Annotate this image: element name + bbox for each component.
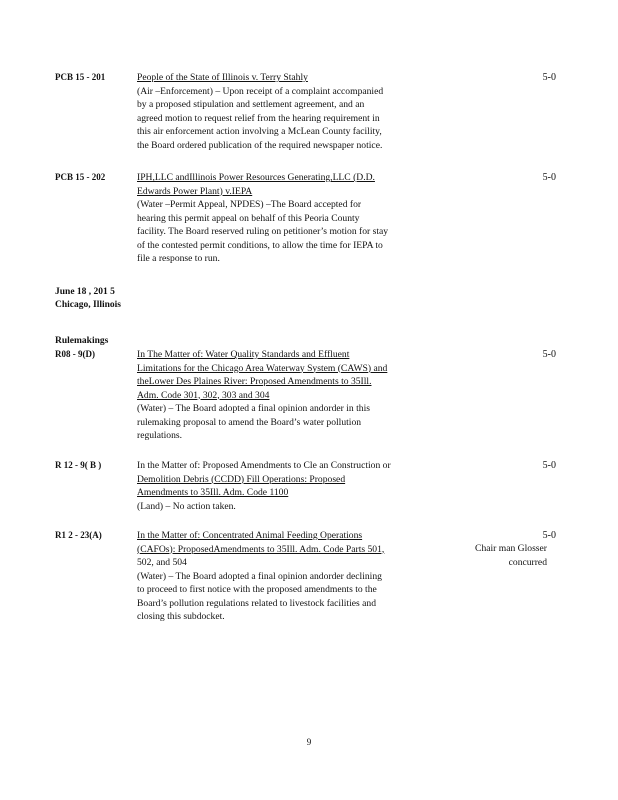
case-text-line: 502, and 504 [137,557,187,568]
case-text-line: agreed motion to request relief from the hearing requirement in [137,112,380,124]
case-title: theLower Des Plaines River: Proposed Amendments to 35Ill. [137,376,372,387]
case-text-line: regulations. [137,430,183,441]
meeting-location: Chicago, Illinois [55,300,121,310]
case-text-line: of the contested permit conditions, to allow the time for IEPA to [137,239,383,251]
case-title: IPH,LLC andIllinois Power Resources Generating,LLC (D.D. [137,172,375,183]
case-number: R1 2 - 23(A) [55,530,102,540]
concurrence-status: concurred [508,556,547,568]
page-number: 9 [306,737,312,747]
case-text-line: (Water) – The Board adopted a final opinion andorder in this [137,403,370,414]
case-text-line: facility. The Board reserved ruling on petitioner’s motion for stay [137,226,389,237]
case-text-line: by a proposed stipulation and settlement agreement, and an [137,99,365,110]
case-title: In The Matter of: Water Quality Standards and Effluent [137,349,350,360]
vote-count: 5-0 [542,530,556,541]
vote-count: 5-0 [542,172,556,183]
case-title: Limitations for the Chicago Area Waterway System (CAWS) and [137,362,388,374]
case-title: (CAFOs): ProposedAmendments to 35Ill. Adm. Code Parts 501, [137,543,385,555]
case-text-line: this air enforcement action involving a McLean County facility, [137,126,382,137]
case-title: Demolition Debris (CCDD) Fill Operations: Proposed [137,473,346,485]
case-number: PCB 15 - 201 [55,72,106,82]
case-number: PCB 15 - 202 [55,172,106,182]
case-text-line: file a response to run. [137,253,220,264]
case-text-line: to proceed to first notice with the proposed amendments to the [137,584,377,595]
case-text-line: the Board ordered publication of the required newspaper notice. [137,139,383,151]
case-number: R08 - 9(D) [55,349,95,359]
case-title: In the Matter of: Proposed Amendments to Cle an Construction or [137,460,391,471]
case-text-line: (Water) – The Board adopted a final opinion andorder declining [137,570,382,582]
vote-count: 5-0 [542,460,556,471]
case-text-line: (Air –Enforcement) – Upon receipt of a complaint accompanied [137,85,384,97]
case-number: R 12 - 9( B ) [55,460,102,470]
case-text-line: (Water –Permit Appeal, NPDES) –The Board accepted for [137,199,362,210]
case-text-line: rulemaking proposal to amend the Board’s water pollution [137,416,362,428]
section-heading-rulemakings: Rulemakings [55,336,109,346]
vote-count: 5-0 [542,72,556,83]
meeting-date: June 18 , 201 5 [55,287,115,297]
case-title: People of the State of Illinois v. Terry Stahly [137,72,308,83]
vote-count: 5-0 [542,349,556,360]
case-title: Adm. Code 301, 302, 303 and 304 [137,389,270,401]
case-text-line: (Land) – No action taken. [137,500,236,512]
case-text-line: Board’s pollution regulations related to livestock facilities and [137,597,376,609]
concurrence-member: Chair man Glosser [475,543,547,554]
concurrence-note [455,542,547,569]
case-text-line: closing this subdocket. [137,611,225,622]
case-title: Edwards Power Plant) v.IEPA [137,185,253,197]
case-text-line: hearing this permit appeal on behalf of this Peoria County [137,212,360,224]
case-title: Amendments to 35Ill. Adm. Code 1100 [137,487,289,498]
case-title: In the Matter of: Concentrated Animal Feeding Operations [137,530,363,541]
